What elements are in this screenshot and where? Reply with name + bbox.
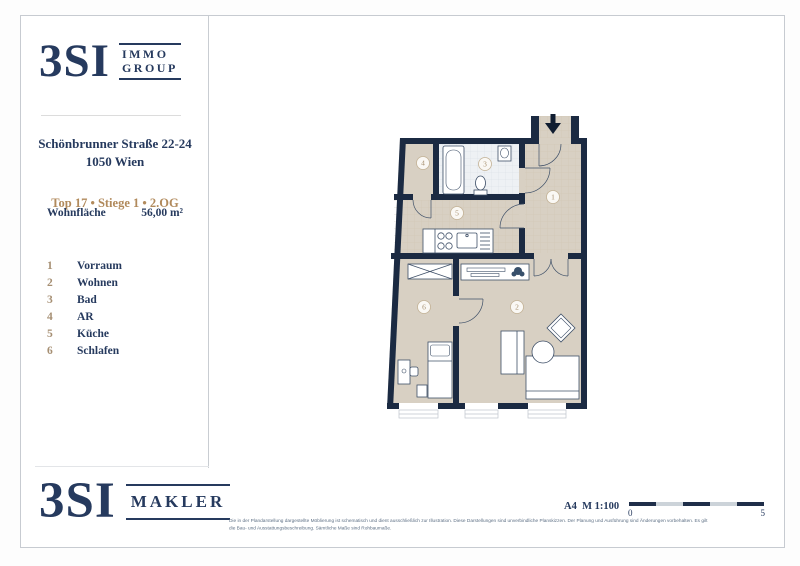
sofa-back [501, 331, 524, 374]
immo-group-logo [39, 35, 181, 87]
legend-item-vorraum [47, 260, 122, 272]
address-line1: Schönbrunner Straße 22-24 [38, 136, 192, 151]
room-marker-4: 4 [421, 158, 425, 168]
legend-label: Vorraum [77, 260, 122, 272]
property-address [29, 135, 201, 171]
scale-bar-segments [629, 502, 764, 506]
brand-suffix-makler: MAKLER [126, 484, 231, 520]
room-marker-1: 1 [551, 192, 555, 202]
scale-bar-end-label: 5 [760, 508, 765, 518]
sofa-chaise [526, 356, 579, 399]
legend-label: Bad [77, 294, 97, 306]
brand-suffix-line2: GROUP [121, 60, 178, 75]
sidebar-divider [208, 16, 209, 468]
brand-wordmark: 3SI [39, 473, 116, 529]
brand-suffix-line1: IMMO [121, 47, 169, 62]
legend-item-wohnen [47, 277, 122, 289]
area-value: 56,00 m² [141, 207, 183, 219]
legend-number: 3 [47, 294, 53, 306]
unit-info: Top 17 • Stiege 1 • 2.OG [51, 196, 179, 210]
room-marker-3: 3 [483, 159, 487, 169]
legend-item-bad [47, 294, 122, 306]
legend-number: 6 [47, 345, 53, 357]
legend-item-ar [47, 311, 122, 323]
floor-plan [379, 109, 594, 424]
legend-number: 5 [47, 328, 53, 340]
brand-wordmark: 3SI [39, 35, 110, 87]
room-marker-2: 2 [515, 302, 519, 312]
nightstand [417, 385, 427, 397]
legend-label: Wohnen [77, 277, 118, 289]
address-line2: 1050 Wien [85, 154, 145, 170]
footer-divider [35, 466, 209, 467]
makler-logo [39, 473, 230, 529]
toilet [474, 190, 487, 195]
legend-label: Schlafen [77, 345, 120, 357]
brand-suffix [119, 43, 181, 79]
flyer-page [20, 15, 785, 548]
scale-bar [628, 502, 765, 518]
legend-label: AR [77, 311, 94, 323]
legend-number: 2 [47, 277, 53, 289]
round-table [532, 341, 554, 363]
area-label: Wohnfläche [47, 207, 106, 219]
disclaimer-line1: Die in der Plandarstellung dargestellte Möblierung ist schematisch und dient ausschließlich zur Illustration. Diese Darstellungen sind unverbindliche Planskizzen. Der Planung und Ausführung sind Änderungen vorbehalten. Es gilt [229, 518, 708, 524]
disclaimer-text [229, 517, 799, 532]
bed [428, 342, 452, 398]
scale-bar-start-label: 0 [628, 508, 633, 518]
disclaimer-line2: die Bau- und Ausstattungsbeschreibung. Sämtliche Maße sind Rohbaumaße. [229, 525, 392, 532]
legend-item-kueche [47, 328, 122, 340]
chair [410, 367, 418, 376]
living-area-row [47, 207, 183, 219]
legend-item-schlafen [47, 345, 122, 357]
legend-label: Küche [77, 328, 109, 340]
desk [398, 360, 410, 384]
room-legend [47, 260, 122, 362]
room-marker-6: 6 [422, 302, 426, 312]
room-marker-5: 5 [455, 208, 459, 218]
windows [399, 403, 566, 418]
format-scale-label: A4 M 1:100 [564, 501, 620, 512]
legend-number: 1 [47, 260, 53, 272]
legend-number: 4 [47, 311, 53, 323]
logo-divider [41, 115, 181, 116]
